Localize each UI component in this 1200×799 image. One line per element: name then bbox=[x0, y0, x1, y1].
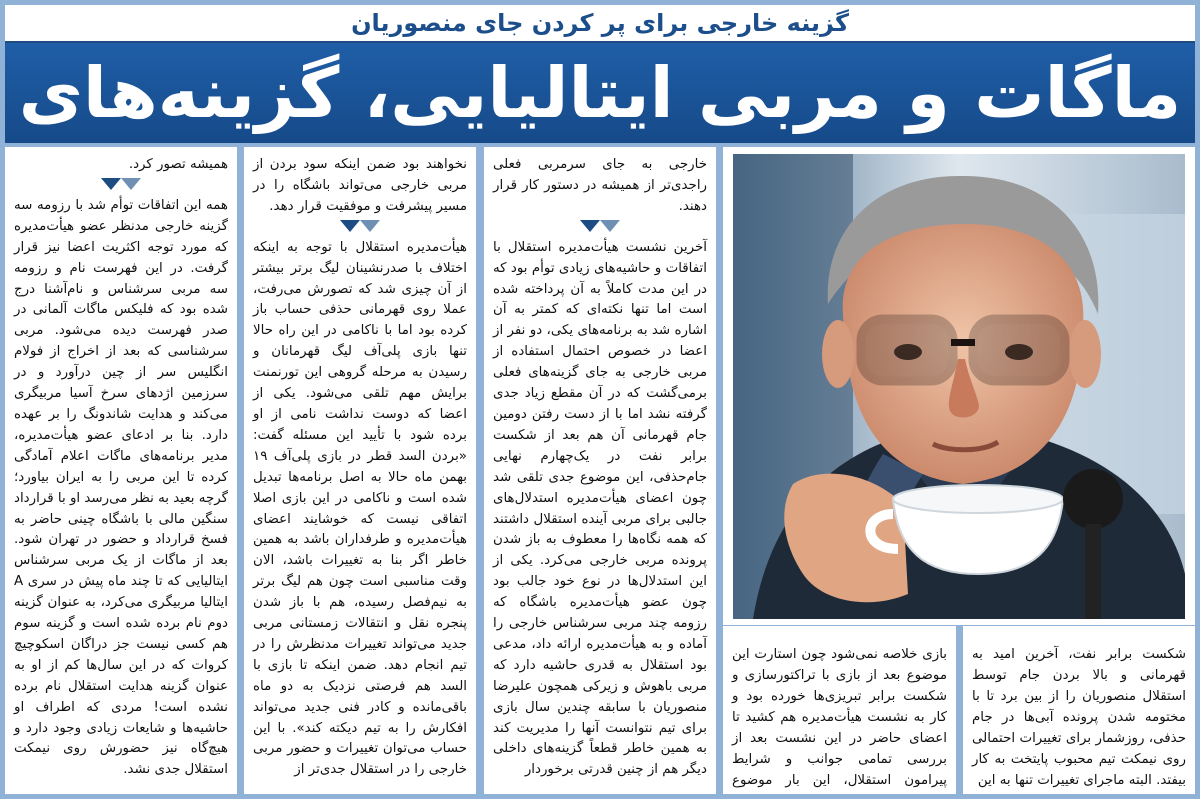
paragraph: نخواهند بود ضمن اینکه سود بردن از مربی خارجی می‌تواند باشگاه را در مسیر پیشرفت و موفقیت قرار دهد. bbox=[253, 157, 467, 214]
paragraph: همیشه تصور کرد. bbox=[128, 157, 228, 172]
text-column-3 bbox=[484, 147, 716, 794]
text-column-4 bbox=[723, 626, 956, 794]
section-divider-icon bbox=[101, 178, 141, 192]
paragraph: هیأت‌مدیره استقلال با توجه به اینکه اختلاف با صدرنشینان لیگ برتر بیشتر از آن چیزی شد که تصورش می‌رفت، عملا روی قهرمانی حذفی حساب باز کرده بود اما با ناکامی در این راه حالا تنها بازی پلی‌آف لیگ قهرمانان و رسیدن به مرحله گروهی این تورنمنت برایش مهم تلقی می‌شود. یکی از اعضا که دوست نداشت نامی از او برده شود با تأیید این مسئله گفت: «بردن السد قطر در بازی پلی‌آف ۱۹ بهمن ماه حالا به اصل برنامه‌ها تبدیل شده است و ناکامی در این بازی اصلا اتفاقی نیست که خوشایند اعضای هیأت‌مدیره و طرفداران باشد به همین خاطر اگر بنا به تغییرات باشد، الان وقت مناسبی است چون هم لیگ برتر به نیم‌فصل رسیده، هم با باز شدن پنجره نقل و انتقالات زمستانی مربی جدید می‌تواند تغییرات مدنظرش را در تیم انجام دهد. ضمن اینکه تا بازی با السد هم فرصتی نزدیک به دو ماه باقی‌مانده و کادر فنی جدید می‌تواند افکارش را به تیم دیکته کند». با این حساب می‌توان تغییرات و حضور مربی خارجی را در استقلال جدی‌تر از bbox=[253, 239, 467, 778]
section-divider-icon bbox=[340, 220, 380, 234]
coach-drinking-coffee-icon bbox=[733, 154, 1185, 619]
paragraph: بازی خلاصه نمی‌شود چون استارت این موضوع بعد از بازی با تراکتورسازی و شکست برابر تبریزی‌ها خورده بود و کار به نشست هیأت‌مدیره هم کشید تا اعضای حاضر در این نشست بعد از بررسی تمامی جوانب و شرایط پیرامون استقلال، این بار موضوع bbox=[732, 647, 947, 788]
text-column-1 bbox=[5, 147, 237, 794]
paragraph: شکست برابر نفت، آخرین امید به قهرمانی و بالا بردن جام توسط استقلال منصوریان را از بین برد تا با مختومه شدن پرونده آبی‌ها در جام حذفی، روزشمار برای تغییرات احتمالی روی نیمکت تیم محبوب پایتخت به کار بیفتد. البته ماجرای تغییرات تنها به این bbox=[972, 647, 1186, 788]
kicker-text: گزینه خارجی برای پر کردن جای منصوریان bbox=[351, 9, 849, 37]
text-column-2 bbox=[244, 147, 476, 794]
paragraph: آخرین نشست هیأت‌مدیره استقلال با اتفاقات و حاشیه‌های زیادی توأم بود که در این مدت کاملاً به آن پرداخته شده است اما تنها نکته‌ای که کمتر به آن اشاره شد به برنامه‌های یکی، دو نفر از اعضا در خصوص احتمال استفاده از مربی خارجی به جای گزینه‌های فعلی برمی‌گشت که در آن مقطع زیاد جدی گرفته نشد اما با از دست رفتن دومین جام قهرمانی آن هم بعد از شکست برابر نفت در یک‌چهارم نهایی جام‌حذفی، این موضوع جدی تلقی شد چون اعضای هیأت‌مدیره استدلال‌های جالبی برای مربی آینده استقلال داشتند که همه نگاه‌ها را معطوف به باز شدن پرونده مربی خارجی می‌کرد. یکی از این استدلال‌ها در نوع خود جالب بود چون عضو هیأت‌مدیره باشگاه که رزومه چند مربی سرشناس خارجی را آماده و به هیأت‌مدیره ارائه داد، مدعی بود استقلال به قدری حاشیه دارد که مربی باهوش و زیرکی همچون علیرضا منصوریان با سابقه چندین سال بازی برای تیم نتوانست آنها را مدیریت کند به همین خاطر قطعاً گزینه‌های داخلی دیگر هم از چنین قدرتی برخوردار bbox=[493, 239, 707, 778]
headline-bar bbox=[5, 43, 1195, 143]
kicker-bar bbox=[5, 5, 1195, 43]
paragraph: خارجی به جای سرمربی فعلی راجدی‌تر از همیشه در دستور کار قرار دهند. bbox=[493, 157, 707, 214]
headline-text: ماگات و مربی ایتالیایی، گزینه‌های bbox=[18, 52, 1182, 134]
section-divider-icon bbox=[580, 220, 620, 234]
text-column-5 bbox=[963, 626, 1195, 794]
paragraph: همه این اتفاقات توأم شد با رزومه سه گزینه خارجی مدنظر عضو هیأت‌مدیره که مورد توجه اکثریت اعضا نیز قرار گرفت. در این فهرست نام و رزومه سه مربی سرشناس و نام‌آشنا درج شده بود که فلیکس ماگات آلمانی در صدر فهرست دیده می‌شود. مربی سرشناسی که بعد از اخراج از فولام انگلیس سر از چین درآورد و در سرزمین اژدهای سرخ آسیا مربیگری می‌کند و هدایت شاندونگ را بر عهده دارد. بنا بر ادعای عضو هیأت‌مدیره، مدیر برنامه‌های ماگات اعلام آمادگی کرده تا این مربی را به ایران بیاورد؛ گرچه بعید به نظر می‌رسد او با قرارداد سنگین مالی با باشگاه چینی حاضر به فسخ قرارداد و حضور در تهران شود. بعد از ماگات از یک مربی سرشناس ایتالیایی که تا چند ماه پیش در سری A ایتالیا مربیگری می‌کرد، به عنوان گزینه دوم نام برده شده است و گزینه سوم هم کسی نیست جز دراگان اسکوچیچ کروات که در این سال‌ها کم از او به عنوان گزینه هدایت استقلال نام برده نشده است! مردی که اطراف او حاشیه‌ها و شایعات زیادی وجود دارد و هیچ‌گاه نیز حضورش روی نیمکت استقلال جدی نشد. bbox=[14, 197, 228, 778]
coach-photo bbox=[733, 154, 1185, 619]
